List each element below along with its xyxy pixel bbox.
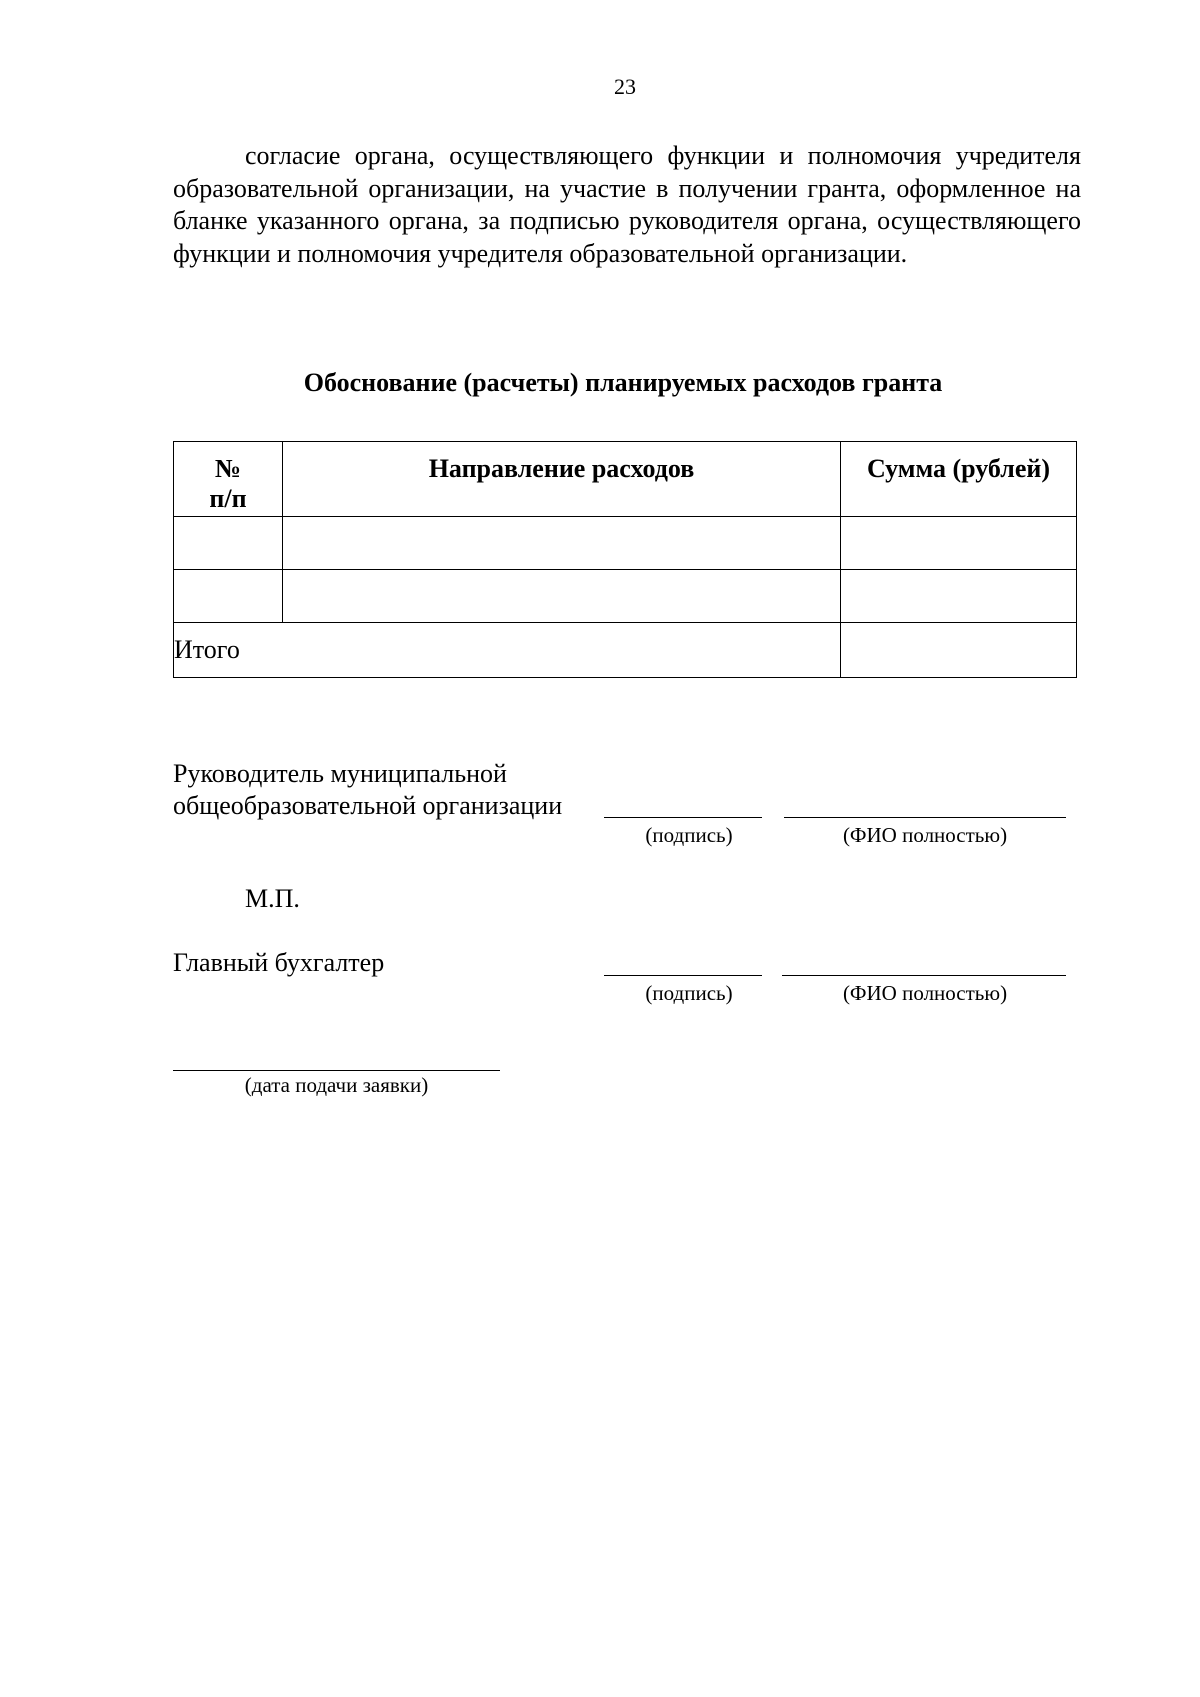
header-number-line2: п/п: [209, 484, 247, 513]
head-name-line[interactable]: [784, 817, 1066, 818]
cell-sum[interactable]: [841, 570, 1077, 623]
cell-number[interactable]: [174, 517, 283, 570]
cell-number[interactable]: [174, 570, 283, 623]
accountant-signature-line[interactable]: [604, 975, 762, 976]
accountant-name-line[interactable]: [782, 975, 1066, 976]
section-title: Обоснование (расчеты) планируемых расходов гранта: [303, 368, 943, 397]
page-number: 23: [614, 74, 636, 99]
head-name-caption: (ФИО полностью): [842, 823, 1008, 847]
cell-sum[interactable]: [841, 517, 1077, 570]
accountant-label: Главный бухгалтер: [173, 948, 385, 977]
head-label-line2: общеобразовательной организации: [173, 791, 563, 820]
cell-direction[interactable]: [283, 517, 841, 570]
expenses-table: [173, 441, 1077, 678]
table-total-row: [174, 623, 1077, 678]
date-line[interactable]: [173, 1070, 500, 1071]
accountant-name-caption: (ФИО полностью): [842, 981, 1008, 1005]
total-label: Итого: [174, 623, 841, 678]
table-row: [174, 570, 1077, 623]
body-paragraph: согласие органа, осуществляющего функции и полномочия учредителя образовательной организации, на участие в получении гранта, оформленное на бланке указанного органа, за подписью руководителя органа, осуществляющего функции и полномочия учредителя образовательной организации.: [173, 141, 1081, 268]
header-number-line1: №: [214, 454, 242, 483]
total-sum-cell[interactable]: [841, 623, 1077, 678]
table-header-row: [174, 442, 1077, 517]
accountant-signature-caption: (подпись): [645, 981, 733, 1005]
header-sum: Сумма (рублей): [841, 442, 1077, 517]
head-label-line1: Руководитель муниципальной: [173, 759, 507, 788]
table-row: [174, 517, 1077, 570]
header-number: [174, 442, 283, 517]
stamp-label: М.П.: [245, 884, 300, 913]
cell-direction[interactable]: [283, 570, 841, 623]
head-signature-line[interactable]: [604, 817, 762, 818]
head-signature-caption: (подпись): [645, 823, 733, 847]
header-direction: Направление расходов: [283, 442, 841, 517]
date-caption: (дата подачи заявки): [244, 1073, 429, 1097]
